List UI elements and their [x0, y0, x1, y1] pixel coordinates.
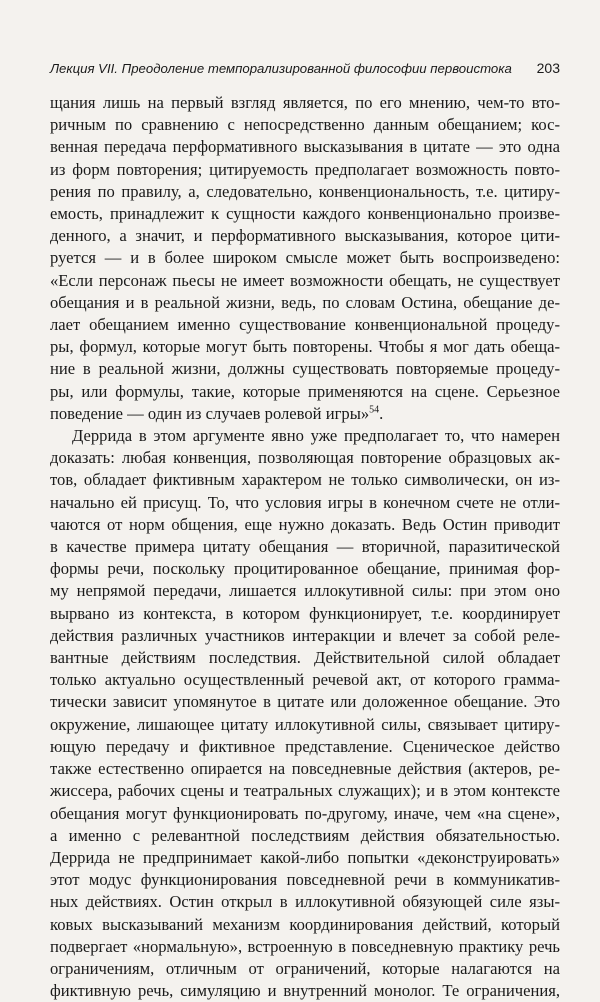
text-line-content: ковых высказываний механизм координирования действий, который — [50, 914, 560, 934]
text-line — [50, 336, 560, 358]
text-line — [50, 92, 560, 114]
text-line — [50, 181, 560, 203]
text-line-content: ры, или формулы, такие, которые применяются на сцене. Серьезное — [50, 381, 560, 401]
text-line — [50, 669, 560, 691]
text-line-content: руется — и в более широком смысле может быть воспроизведено: — [50, 248, 560, 268]
text-line-content: поведение — один из случаев ролевой игры» — [50, 403, 370, 423]
text-line-content: ющую передачу и фиктивное представление. Сценическое действо — [50, 736, 560, 756]
text-line-content: фиктивную речь, симуляцию и внутренний монолог. Те ограничения, — [50, 981, 560, 1001]
text-line-content: чаются от норм общения, еще нужно доказать. Ведь Остин приводит — [50, 514, 560, 534]
text-line — [50, 580, 560, 602]
text-line — [50, 891, 560, 913]
text-line — [50, 247, 560, 269]
text-line — [50, 691, 560, 713]
footnote-marker: 54 — [369, 404, 380, 416]
text-line — [50, 825, 560, 847]
text-line — [50, 714, 560, 736]
text-line-content: щания лишь на первый взгляд является, по его мнению, чем-то вто- — [50, 93, 560, 112]
text-line — [50, 936, 560, 958]
text-line-content: обещания могут функционировать по-другому, иначе, чем «на сцене», — [50, 803, 560, 823]
text-line-content: «Если персонаж пьесы не имеет возможности обещать, не существует — [50, 270, 560, 290]
text-line — [50, 780, 560, 802]
text-line-content: вырвано из контекста, в котором функционирует, т.е. координирует — [50, 603, 560, 623]
text-line-content: начально ей присущ. То, что условия игры в конечном счете не отли- — [50, 492, 560, 512]
text-line-content: тов, обладает фиктивным характером не только символически, он из- — [50, 470, 560, 490]
text-line-content: венная передача перформативного высказывания в цитате — это одна — [50, 137, 560, 157]
text-line — [50, 225, 560, 247]
text-line — [50, 803, 560, 825]
text-line — [50, 647, 560, 669]
text-line-content: ние в реальной жизни, должны существовать повторяемые процеду- — [50, 359, 560, 379]
text-line-content: вантные действиям последствия. Действительной силой обладает — [50, 648, 560, 668]
text-line-content: ных действиях. Остин открыл в иллокутивной обязующей силе язы- — [50, 892, 560, 912]
text-line — [50, 558, 560, 580]
text-line — [50, 603, 560, 625]
text-line-content: му непрямой передачи, лишается иллокутивной силы: при этом оно — [50, 581, 560, 601]
text-line-content: жиссера, рабочих сцены и театральных служащих); и в этом контексте — [50, 781, 560, 801]
text-line-content: Деррида не предпринимает какой-либо попытки «деконструировать» — [50, 847, 560, 867]
text-line-content: обещания и в реальной жизни, ведь, по словам Остина, обещание де- — [50, 292, 560, 312]
text-line-content: а именно с релевантной последствиям действия обязательностью. — [50, 825, 560, 845]
text-line-content: денного, а значит, и перформативного высказывания, которое цити- — [50, 226, 560, 246]
text-line — [50, 469, 560, 491]
text-line — [50, 270, 560, 292]
text-line — [50, 514, 560, 536]
text-line-tail: . — [379, 403, 384, 423]
text-line-content: тически зависит упомянутое в цитате или доложенное обещание. Это — [50, 692, 560, 712]
text-line — [50, 736, 560, 758]
text-line — [50, 980, 560, 1002]
text-line-content: в качестве примера цитату обещания — вторичной, паразитической — [50, 537, 560, 557]
text-line — [50, 314, 560, 336]
text-line — [50, 425, 560, 447]
text-line — [50, 381, 560, 403]
text-line-content: ограничениям, отличным от ограничений, которые налагаются на — [50, 958, 560, 978]
text-line — [50, 403, 560, 425]
text-line — [50, 958, 560, 980]
text-line — [50, 625, 560, 647]
text-line — [50, 447, 560, 469]
text-line-content: емость, принадлежит к сущности каждого конвенционально произве- — [50, 204, 560, 224]
text-line-content: ричным по сравнению с непосредственно данным обещанием; кос- — [50, 115, 560, 135]
text-line — [50, 203, 560, 225]
text-line-content: лает обещанием именно существование конвенциональной процеду- — [50, 315, 560, 335]
text-line-content: подвергает «нормальную», встроенную в повседневную практику речь — [50, 936, 560, 956]
text-line-content: формы речи, поскольку процитированное обещание, принимая фор- — [50, 559, 560, 579]
text-line — [50, 136, 560, 158]
text-line — [50, 292, 560, 314]
text-line-content: доказать: любая конвенция, позволяющая повторение образцовых ак- — [50, 448, 560, 468]
text-line — [50, 847, 560, 869]
text-line — [50, 358, 560, 380]
text-line — [50, 869, 560, 891]
text-line — [50, 536, 560, 558]
text-line-content: окружение, лишающее цитату иллокутивной силы, связывает цитиру- — [50, 714, 560, 734]
text-line-content: Деррида в этом аргументе явно уже предполагает то, что намерен — [72, 426, 560, 446]
page-number: 203 — [536, 60, 560, 76]
text-line-content: только актуально осуществленный речевой акт, от которого грамма- — [50, 670, 560, 690]
running-header-title: Лекция VII. Преодоление темпорализированной философии первоистока — [50, 61, 512, 76]
text-line — [50, 492, 560, 514]
text-line-content: из форм повторения; цитируемость предполагает возможность повто- — [50, 159, 560, 179]
body-text — [50, 92, 560, 1002]
text-line-content: этот модус функционирования повседневной речи в коммуникатив- — [50, 870, 560, 890]
text-line-content: также естественно опирается на повседневные действия (актеров, ре- — [50, 759, 560, 779]
text-line-content: ры, формул, которые могут быть повторены. Чтобы я мог дать обеща- — [50, 337, 560, 357]
running-header — [50, 60, 560, 76]
text-line-content: действия различных участников интеракции и влечет за собой реле- — [50, 625, 560, 645]
text-line — [50, 914, 560, 936]
text-line-content: рения по правилу, а, следовательно, конвенциональность, т.е. цитиру- — [50, 181, 560, 201]
text-line — [50, 159, 560, 181]
text-line — [50, 114, 560, 136]
text-line — [50, 758, 560, 780]
